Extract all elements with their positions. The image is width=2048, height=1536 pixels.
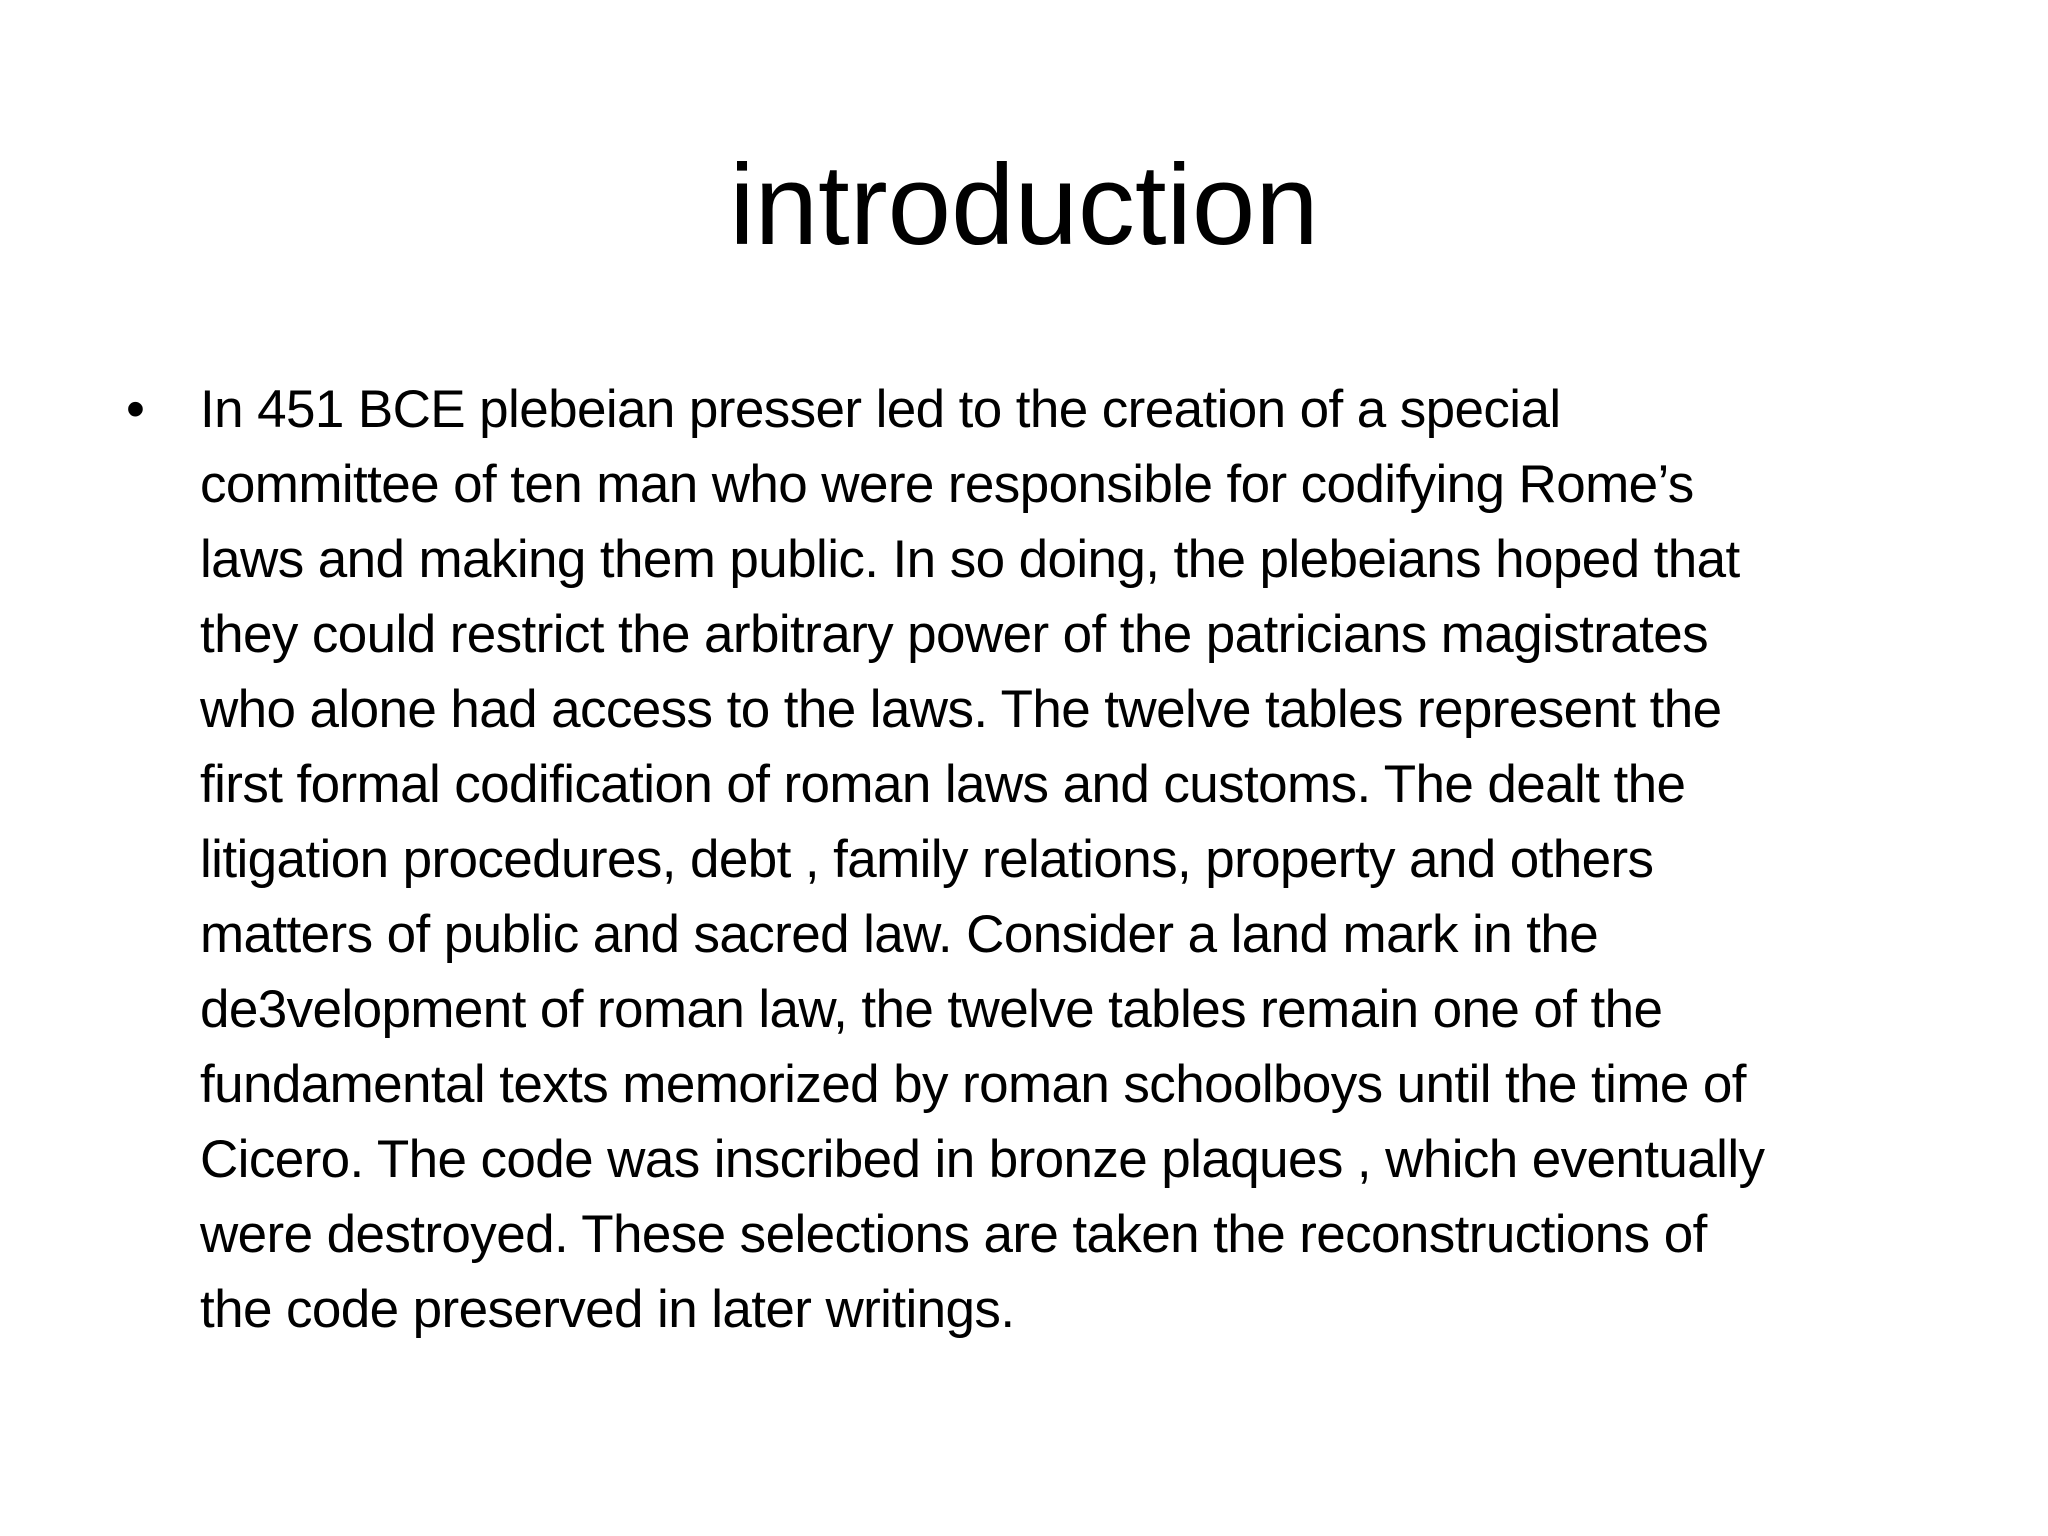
bullet-item — [126, 372, 1956, 1347]
slide-body — [126, 372, 1956, 1347]
bullet-text: In 451 BCE plebeian presser led to the creation of a special committee of ten man who were responsible for codifying Rome’s laws and making them public. In so doing, the plebeians hoped that they could restrict the arbitrary power of the patricians magistrates who alone had access to the laws. The twelve tables represent the first formal codification of roman laws and customs. The dealt the litigation procedures, debt , family relations, property and others matters of public and sacred law. Consider a land mark in the de3velopment of roman law, the twelve tables remain one of the fundamental texts memorized by roman schoolboys until the time of Cicero. The code was inscribed in bronze plaques , which eventually were destroyed. These selections are taken the reconstructions of the code preserved in later writings. — [200, 380, 1765, 1339]
bullet-marker-icon: • — [126, 379, 145, 439]
slide-title: introduction — [729, 142, 1319, 269]
bullet-list — [126, 372, 1956, 1347]
